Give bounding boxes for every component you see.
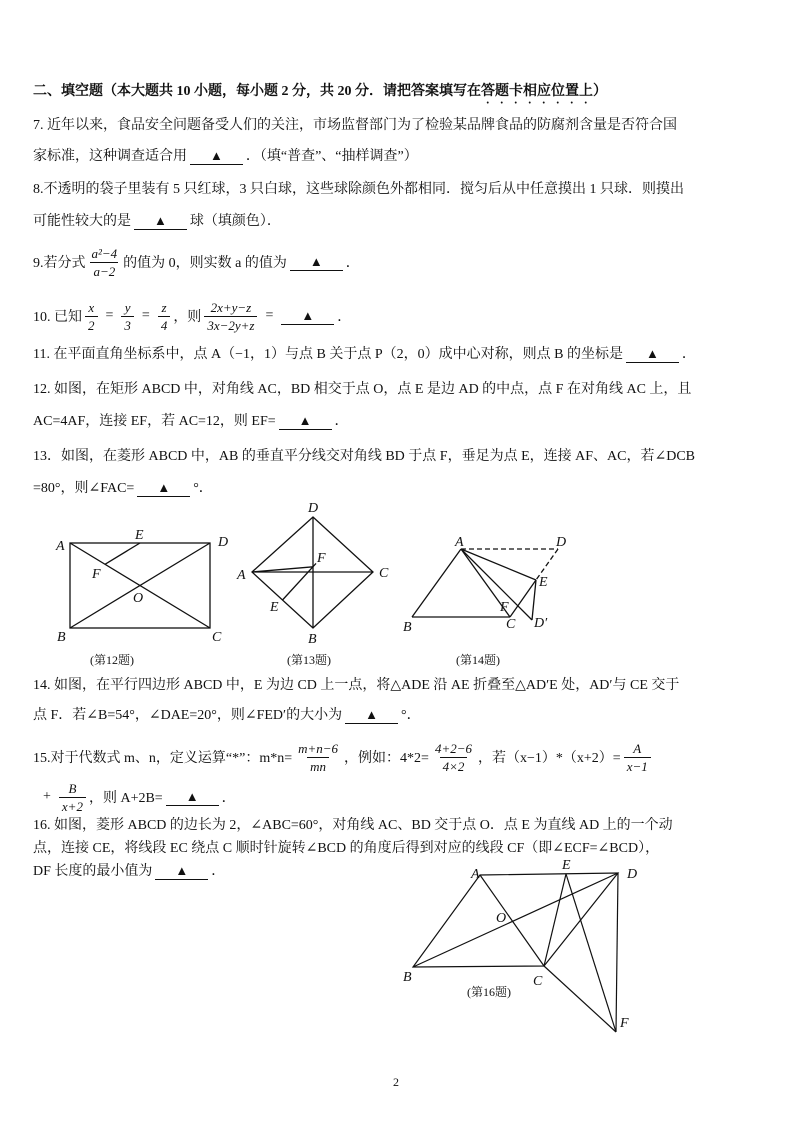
fig14-fold-ae bbox=[461, 549, 536, 580]
q10-text-mid: ，则 bbox=[173, 310, 202, 325]
q15-text-condition: ，若（x−1）*（x+2）= bbox=[478, 751, 621, 766]
fig16-segment-ef bbox=[566, 874, 616, 1032]
q9-text-after: 的值为 0，则实数 a 的值为 bbox=[123, 256, 287, 271]
section-header-text: 二、填空题（本大题共 10 小题，每小题 2 分，共 20 分．请把答案填写在 bbox=[33, 84, 481, 99]
q15-f4-denominator: x+2 bbox=[59, 797, 86, 815]
fig16-diagonal-ac bbox=[480, 875, 544, 966]
q16-end: ． bbox=[211, 864, 226, 879]
q8-text: 可能性较大的是 bbox=[33, 214, 131, 229]
q15-f1-denominator: mn bbox=[307, 757, 329, 775]
q13-line1: 13．如图，在菱形 ABCD 中，AB 的垂直平分线交对角线 BD 于点 F，垂足为点 E，连接 AF、AC，若∠DCB bbox=[33, 449, 695, 464]
q11-line bbox=[33, 345, 696, 365]
q11-end: ． bbox=[681, 347, 696, 362]
q15-plus: + bbox=[43, 789, 51, 804]
fig16-label-o: O bbox=[496, 911, 507, 926]
q16-line1: 16. 如图，菱形 ABCD 的边长为 2，∠ABC=60°，对角线 AC、BD 交于点 O．点 E 为直线 AD 上的一个动 bbox=[33, 818, 673, 833]
q10-fraction-y bbox=[121, 299, 134, 334]
q10-text-before: 10. 已知 bbox=[33, 310, 82, 325]
fig12-rectangle-abcd bbox=[70, 543, 210, 628]
fig12-labels bbox=[55, 528, 228, 645]
q15-definition-fraction bbox=[295, 740, 341, 775]
fig16-label-f: F bbox=[620, 1016, 629, 1031]
q10-f2-numerator: y bbox=[124, 299, 131, 315]
fig13-label-d: D bbox=[308, 501, 319, 516]
fig12-label-o: O bbox=[133, 591, 144, 606]
q12-end: ． bbox=[334, 414, 349, 429]
q15-line2 bbox=[38, 775, 236, 819]
q10-f1-numerator: x bbox=[88, 299, 95, 315]
q15-end: ． bbox=[221, 791, 236, 806]
q15-text-example: ，例如：4*2= bbox=[344, 751, 429, 766]
fig13-caption: (第13题) bbox=[287, 653, 331, 667]
q15-f2-denominator: 4×2 bbox=[440, 757, 468, 775]
section-header-emphasis: 答题卡相应位置上 bbox=[481, 84, 593, 99]
fig12-caption: (第12题) bbox=[90, 653, 134, 667]
q10-f1-denominator: 2 bbox=[85, 316, 98, 334]
fig14-caption: (第14题) bbox=[456, 653, 500, 667]
q10-f4-denominator: 3x−2y+z bbox=[204, 316, 257, 334]
q15-f1-numerator: m+n−6 bbox=[298, 740, 339, 756]
fig14-segment-ed-prime bbox=[532, 580, 536, 620]
q14-end: °． bbox=[400, 708, 421, 723]
q10-fraction-x bbox=[85, 299, 98, 334]
fig13-perpendicular-bisector-ef bbox=[283, 563, 317, 600]
q10-end: ． bbox=[337, 310, 352, 325]
fig16-label-a: A bbox=[471, 867, 480, 882]
fig12-diagonal-ac bbox=[70, 543, 210, 628]
q10-f3-numerator: z bbox=[161, 299, 167, 315]
fig14-segment-ad-prime bbox=[461, 549, 532, 620]
q7-line1: 7. 近年以来，食品安全问题备受人们的关注，市场监督部门为了检验某品牌食品的防腐剂含量是否符合国 bbox=[33, 118, 677, 133]
figure-14 bbox=[412, 549, 558, 620]
fig16-label-d: D bbox=[627, 867, 638, 882]
fig12-label-a: A bbox=[56, 539, 65, 554]
q10-equals-3: = bbox=[265, 308, 274, 323]
fig12-label-f: F bbox=[92, 567, 101, 582]
section-header-end: ） bbox=[593, 84, 607, 99]
fig16-caption: (第16题) bbox=[467, 985, 511, 999]
q9-text-before: 9.若分式 bbox=[33, 256, 86, 271]
q12-line2 bbox=[33, 412, 349, 432]
fig14-label-c: C bbox=[506, 617, 516, 632]
fig16-label-b: B bbox=[403, 970, 412, 985]
fig13-segment-af bbox=[252, 567, 313, 572]
fig13-label-e: E bbox=[270, 600, 279, 615]
q10-fraction-z bbox=[158, 299, 171, 334]
q15-fraction-b bbox=[59, 780, 86, 815]
fig16-label-c: C bbox=[533, 974, 543, 989]
q15-fraction-a bbox=[624, 740, 651, 775]
q9-numerator: a²−4 bbox=[91, 245, 118, 261]
fig12-diagonal-bd bbox=[70, 543, 210, 628]
fig14-label-a: A bbox=[455, 535, 464, 550]
page-number: 2 bbox=[393, 1075, 399, 1089]
fig13-label-a: A bbox=[237, 568, 246, 583]
fig16-label-e: E bbox=[562, 858, 571, 873]
q13-answer-blank: ▲ bbox=[137, 479, 190, 497]
fig13-label-c: C bbox=[379, 566, 389, 581]
q13-end: °． bbox=[193, 481, 213, 496]
q15-f3-denominator: x−1 bbox=[624, 757, 651, 775]
q10-fraction-expression bbox=[204, 299, 257, 334]
q10-line bbox=[33, 294, 351, 338]
fig16-segment-cf bbox=[544, 966, 616, 1032]
q10-f2-denominator: 3 bbox=[121, 316, 134, 334]
q9-line bbox=[33, 240, 360, 284]
fig12-segment-ef bbox=[105, 543, 140, 564]
q9-fraction bbox=[89, 245, 121, 280]
fig16-segment-ce bbox=[544, 874, 566, 966]
q12-line1: 12. 如图，在矩形 ABCD 中，对角线 AC，BD 相交于点 O，点 E 是边 AD 的中点，点 F 在对角线 AC 上，且 bbox=[33, 382, 692, 397]
fig12-label-c: C bbox=[212, 630, 222, 645]
q13-line2 bbox=[33, 479, 213, 499]
fig14-side-ab bbox=[412, 549, 461, 617]
fig14-label-b: B bbox=[403, 620, 412, 635]
q8-hint: 球（填颜色）． bbox=[189, 214, 281, 229]
q16-text: DF 长度的最小值为 bbox=[33, 864, 153, 879]
fig13-labels bbox=[236, 501, 389, 647]
fig13-label-b: B bbox=[308, 632, 317, 647]
q8-answer-blank: ▲ bbox=[134, 212, 187, 230]
q11-text: 11. 在平面直角坐标系中，点 A（−1，1）与点 B 关于点 P（2，0）成中心对称，则点 B 的坐标是 bbox=[33, 347, 623, 362]
q16-answer-blank: ▲ bbox=[155, 862, 208, 880]
q9-denominator: a−2 bbox=[90, 262, 118, 280]
q12-text: AC=4AF，连接 EF，若 AC=12，则 EF= bbox=[33, 414, 276, 429]
fig14-label-d: D bbox=[556, 535, 567, 550]
fig14-dashed-de bbox=[536, 549, 558, 580]
fig13-rhombus-abcd bbox=[252, 517, 373, 628]
q12-answer-blank: ▲ bbox=[279, 412, 332, 430]
q10-answer-blank: ▲ bbox=[281, 307, 334, 325]
fig13-label-f: F bbox=[317, 551, 326, 566]
fig14-label-f: F bbox=[500, 600, 509, 615]
fig14-diagonal-ac bbox=[461, 549, 510, 617]
fig12-label-e: E bbox=[135, 528, 144, 543]
q10-f4-numerator: 2x+y−z bbox=[210, 299, 252, 315]
q10-equals-2: = bbox=[141, 308, 150, 323]
q15-f4-numerator: B bbox=[68, 780, 77, 796]
fig14-label-e: E bbox=[539, 575, 548, 590]
fig14-segment-ce bbox=[510, 580, 536, 617]
q11-answer-blank: ▲ bbox=[626, 345, 679, 363]
q14-text: 点 F．若∠B=54°，∠DAE=20°，则∠FED′的大小为 bbox=[33, 708, 343, 723]
q14-line2 bbox=[33, 706, 421, 726]
q16-line2: 点，连接 CE，将线段 EC 绕点 C 顺时针旋转∠BCD 的角度后得到对应的线段 CF（即∠ECF=∠BCD）， bbox=[33, 841, 660, 856]
q15-f3-numerator: A bbox=[633, 740, 642, 756]
q7-line2 bbox=[33, 147, 418, 167]
q8-line1: 8.不透明的袋子里装有 5 只红球，3 只白球，这些球除颜色外都相同．搅匀后从中任意摸出 1 只球．则摸出 bbox=[33, 182, 684, 197]
q15-text-after: ，则 A+2B= bbox=[88, 791, 163, 806]
q15-example-fraction bbox=[432, 740, 475, 775]
q14-answer-blank: ▲ bbox=[345, 706, 398, 724]
q15-answer-blank: ▲ bbox=[166, 788, 219, 806]
q13-text: =80°，则∠FAC= bbox=[33, 481, 135, 496]
q8-line2 bbox=[33, 212, 281, 232]
q7-text: 家标准，这种调查适合用 bbox=[33, 149, 187, 164]
fig14-label-d-prime: D′ bbox=[534, 616, 548, 631]
fig16-diagonal-bd bbox=[413, 873, 618, 967]
fig16-labels bbox=[403, 858, 637, 1031]
figure-13 bbox=[252, 517, 373, 628]
q15-text-before: 15.对于代数式 m、n，定义运算“*”：m*n= bbox=[33, 751, 293, 766]
figure-12 bbox=[70, 543, 210, 628]
fig12-label-d: D bbox=[218, 535, 229, 550]
q9-end: ． bbox=[345, 256, 360, 271]
q7-hint: ．（填“普查”、“抽样调查”） bbox=[245, 149, 418, 164]
q16-line3 bbox=[33, 862, 225, 882]
q7-answer-blank: ▲ bbox=[190, 147, 243, 165]
fig16-rhombus-abcd bbox=[413, 873, 618, 967]
q9-answer-blank: ▲ bbox=[290, 253, 343, 271]
q10-equals-1: = bbox=[105, 308, 114, 323]
figure-16 bbox=[413, 873, 618, 1032]
q15-f2-numerator: 4+2−6 bbox=[434, 740, 472, 756]
fig12-label-b: B bbox=[57, 630, 66, 645]
q10-f3-denominator: 4 bbox=[158, 316, 171, 334]
q14-line1: 14. 如图，在平行四边形 ABCD 中，E 为边 CD 上一点，将△ADE 沿 AE 折叠至△AD′E 处，AD′与 CE 交于 bbox=[33, 678, 680, 693]
fig16-segment-df bbox=[616, 873, 618, 1032]
q15-line1 bbox=[33, 735, 654, 779]
fig14-labels bbox=[403, 535, 566, 635]
section-header bbox=[33, 82, 607, 102]
